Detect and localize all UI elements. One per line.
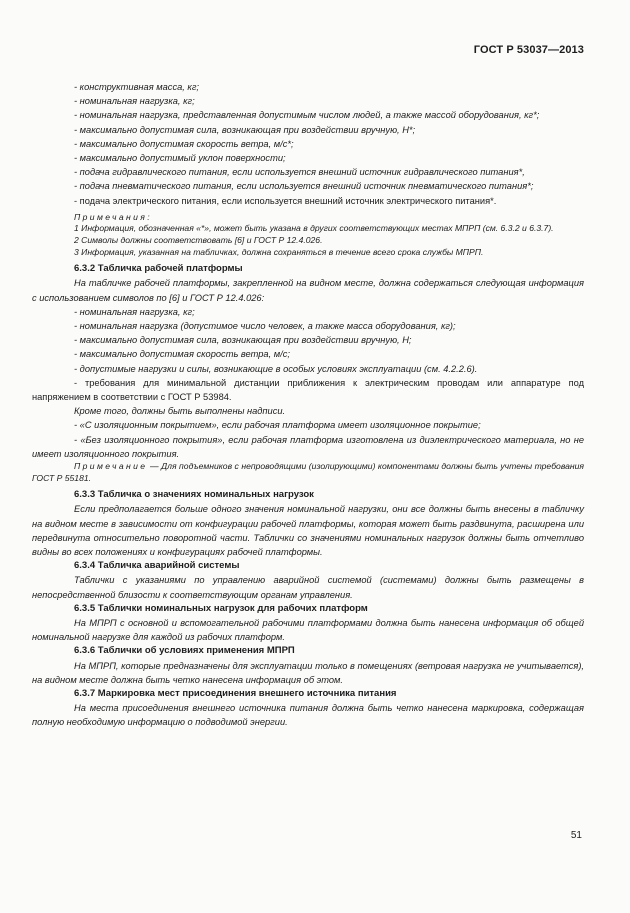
paragraph: На места присоединения внешнего источника питания должна быть четко нанесена маркировка, содержащая полную необходимую информацию о подводимой энергии.	[32, 703, 584, 728]
list-item: - максимально допустимая сила, возникающая при воздействии вручную, Н;	[74, 335, 412, 346]
list-item: - допустимые нагрузки и силы, возникающие в особых условиях эксплуатации (см. 4.2.2.6).	[74, 363, 478, 374]
list-item: - подача пневматического питания, если используется внешний источник пневматического питания*;	[74, 181, 534, 192]
list-item: - «Без изоляционного покрытия», если рабочая платформа изготовлена из диэлектрического материала, но не имеет изоляционного покрытия.	[32, 434, 584, 459]
note-item: 2 Символы должны соответствовать [6] и ГОСТ Р 12.4.026.	[74, 235, 323, 246]
section-heading-6-3-6: 6.3.6 Таблички об условиях применения МПРП	[74, 645, 295, 657]
note-item: 1 Информация, обозначенная «*», может быть указана в других соответствующих местах МПРП (см. 6.3.2 и 6.3.7).	[74, 223, 554, 234]
list-item: - номинальная нагрузка, представленная допустимым числом людей, а также массой оборудования, кг*;	[74, 110, 540, 121]
page-number: 51	[570, 830, 582, 841]
list-item: - максимально допустимая скорость ветра, м/с*;	[74, 138, 294, 149]
document-id-header: ГОСТ Р 53037—2013	[473, 44, 584, 56]
notes-title: Примечания:	[74, 211, 153, 222]
paragraph: Если предполагается больше одного значения номинальной нагрузки, они все должны быть внесены в табличку на видном месте в зависимости от конфигурации рабочей платформы, которая может быть раздвинута, расширена или передвинута относительно поворотной части. Таблички со значениями номинальных нагрузок должны быть отчетливо видны во всех положениях и конфигурациях рабочей платформы.	[32, 504, 584, 558]
paragraph: Таблички с указаниями по управлению аварийной системой (системами) должны быть размещены в непосредственной близости к соответствующим органам управления.	[32, 575, 584, 600]
section-heading-6-3-4: 6.3.4 Табличка аварийной системы	[74, 560, 240, 572]
list-item: - требования для минимальной дистанции приближения к электрическим проводам или аппаратуре под напряжением в соответствии с ГОСТ Р 53984.	[32, 377, 584, 403]
note-item: 3 Информация, указанная на табличках, должна сохраняться в течение всего срока службы МПРП.	[74, 246, 484, 257]
section-heading-6-3-5: 6.3.5 Таблички номинальных нагрузок для рабочих платформ	[74, 602, 368, 614]
list-item: - номинальная нагрузка, кг;	[74, 96, 195, 107]
note-title: Примечание	[74, 461, 148, 472]
section-heading-6-3-7: 6.3.7 Маркировка мест присоединения внешнего источника питания	[74, 688, 397, 700]
list-item: - подача электрического питания, если используется внешний источник электрического питания*.	[74, 195, 497, 206]
list-item: - максимально допустимая скорость ветра, м/с;	[74, 349, 290, 360]
paragraph: На МПРП с основной и вспомогательной рабочими платформами должна быть нанесена информация об общей номинальной нагрузке для каждой из рабочих платформ.	[32, 618, 584, 643]
page-body	[32, 80, 584, 730]
list-item: - подача гидравлического питания, если используется внешний источник гидравлического питания*,	[74, 167, 525, 178]
list-item: - «С изоляционным покрытием», если рабочая платформа имеет изоляционное покрытие;	[74, 420, 481, 431]
paragraph: На МПРП, которые предназначены для эксплуатации только в помещениях (ветровая нагрузка не учитывается), на видном месте должна быть четко нанесена информация об этом.	[32, 660, 584, 685]
list-item: - конструктивная масса, кг;	[74, 82, 199, 92]
paragraph: Кроме того, должны быть выполнены надписи.	[74, 406, 286, 417]
list-item: - номинальная нагрузка, кг;	[74, 306, 195, 317]
section-heading-6-3-2: 6.3.2 Табличка рабочей платформы	[74, 263, 243, 275]
list-item: - максимально допустимый уклон поверхности;	[74, 153, 286, 164]
note	[32, 461, 584, 484]
section-heading-6-3-3: 6.3.3 Табличка о значениях номинальных нагрузок	[74, 489, 314, 501]
list-item: - номинальная нагрузка (допустимое число человек, а также масса оборудования, кг);	[74, 321, 456, 332]
list-item: - максимально допустимая сила, возникающая при воздействии вручную, Н*;	[74, 124, 416, 135]
paragraph: На табличке рабочей платформы, закрепленной на видном месте, должна содержаться следующая информация с использованием символов по [6] и ГОСТ Р 12.4.026:	[32, 278, 584, 303]
note-text: — Для подъемников с непроводящими (изолирующими) компонентами должны быть учтены требования ГОСТ Р 55181.	[32, 461, 584, 483]
